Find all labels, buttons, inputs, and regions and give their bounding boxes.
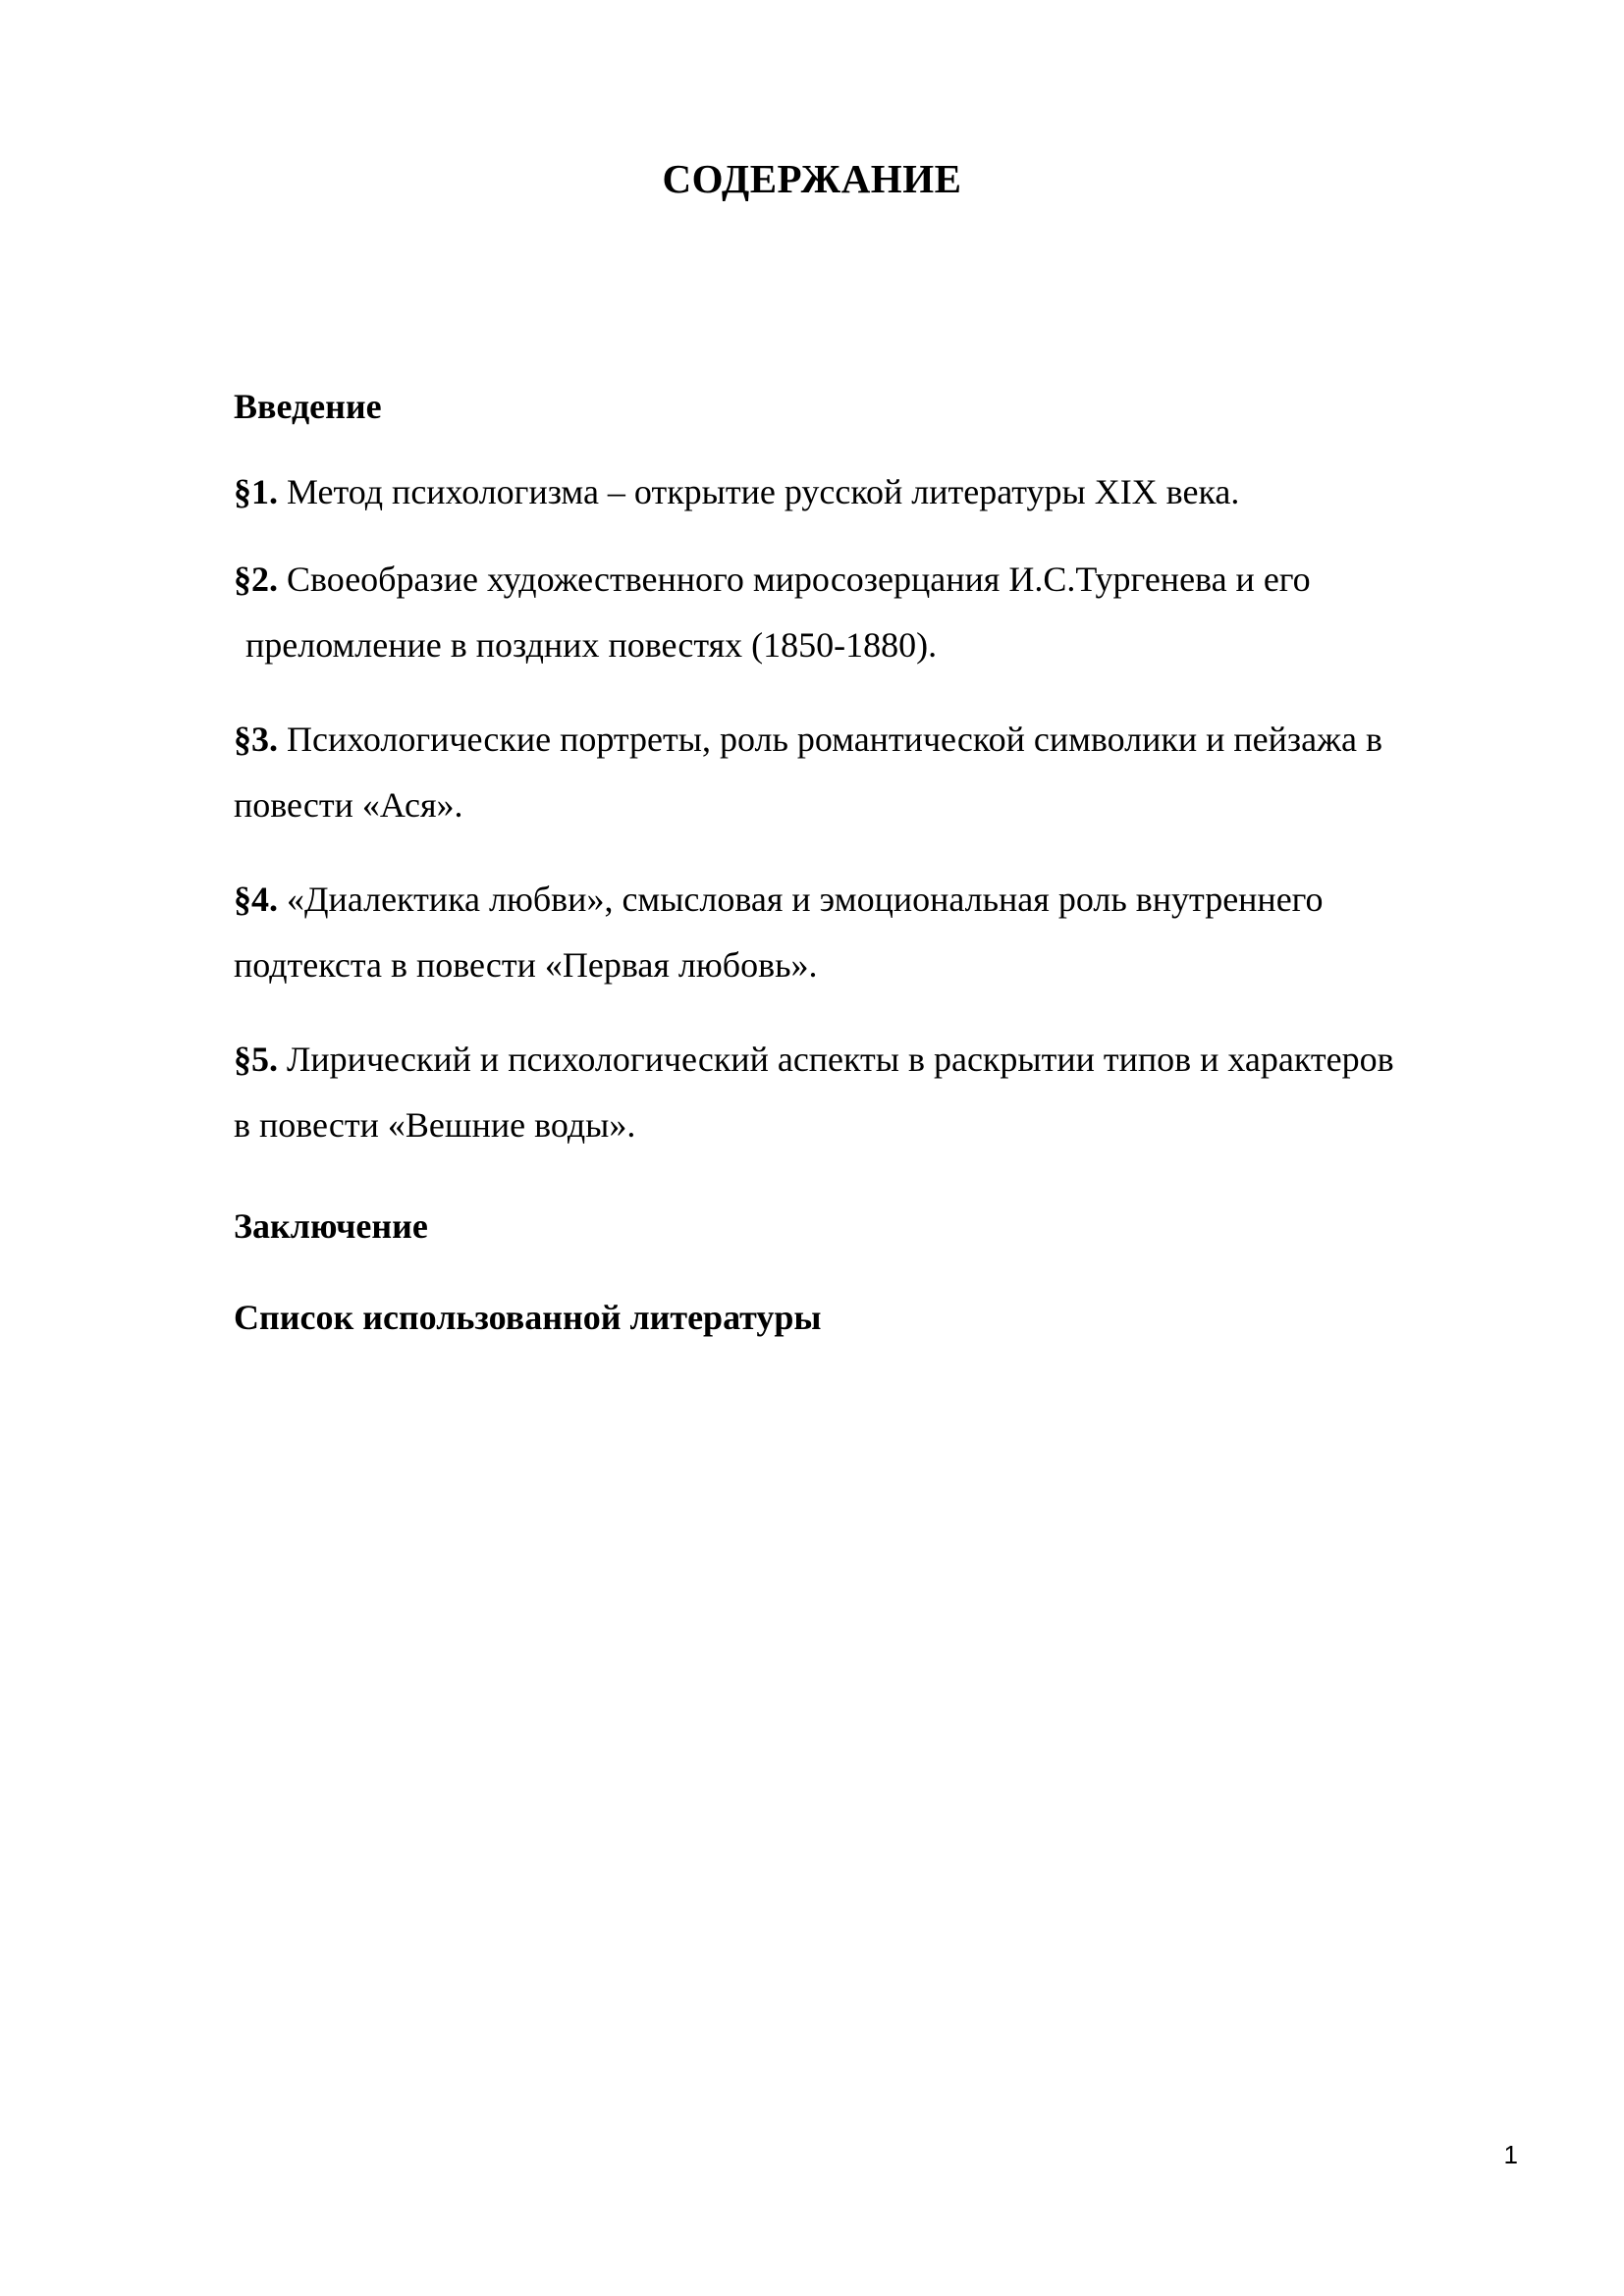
toc-item-text: Своеобразие художественного миросозерцания И.С.Тургенева и его <box>287 560 1311 599</box>
toc-item-1 <box>234 459 1616 525</box>
toc-item-3 <box>234 707 1616 838</box>
toc-conclusion: Заключение <box>234 1206 428 1246</box>
toc-item-number: §1. <box>234 472 278 511</box>
page-title: СОДЕРЖАНИЕ <box>662 156 962 201</box>
toc-item-text: Психологические портреты, роль романтической символики и пейзажа в <box>287 720 1382 759</box>
page-number: 1 <box>1503 2140 1518 2169</box>
toc-item-number: §4. <box>234 880 278 919</box>
toc-item-4 <box>234 867 1616 998</box>
toc-item-text-continued: повести «Ася». <box>234 785 463 825</box>
toc-item-number: §3. <box>234 720 278 759</box>
toc-item-text: Метод психологизма – открытие русской литературы XIX века. <box>287 472 1240 511</box>
toc-item-2 <box>234 547 1616 678</box>
toc-intro: Введение <box>234 387 382 426</box>
toc-item-text: «Диалектика любви», смысловая и эмоциональная роль внутреннего <box>287 880 1324 919</box>
toc-item-number: §5. <box>234 1040 278 1079</box>
toc-item-text-continued: в повести «Вешние воды». <box>234 1105 636 1145</box>
toc-item-text: Лирический и психологический аспекты в раскрытии типов и характеров <box>287 1040 1394 1079</box>
toc-bibliography: Список использованной литературы <box>234 1298 822 1337</box>
toc-item-text-continued: преломление в поздних повестях (1850-1880). <box>245 625 938 665</box>
toc-item-text-continued: подтекста в повести «Первая любовь». <box>234 945 818 985</box>
toc-item-number: §2. <box>234 560 278 599</box>
toc-item-5 <box>234 1027 1616 1158</box>
